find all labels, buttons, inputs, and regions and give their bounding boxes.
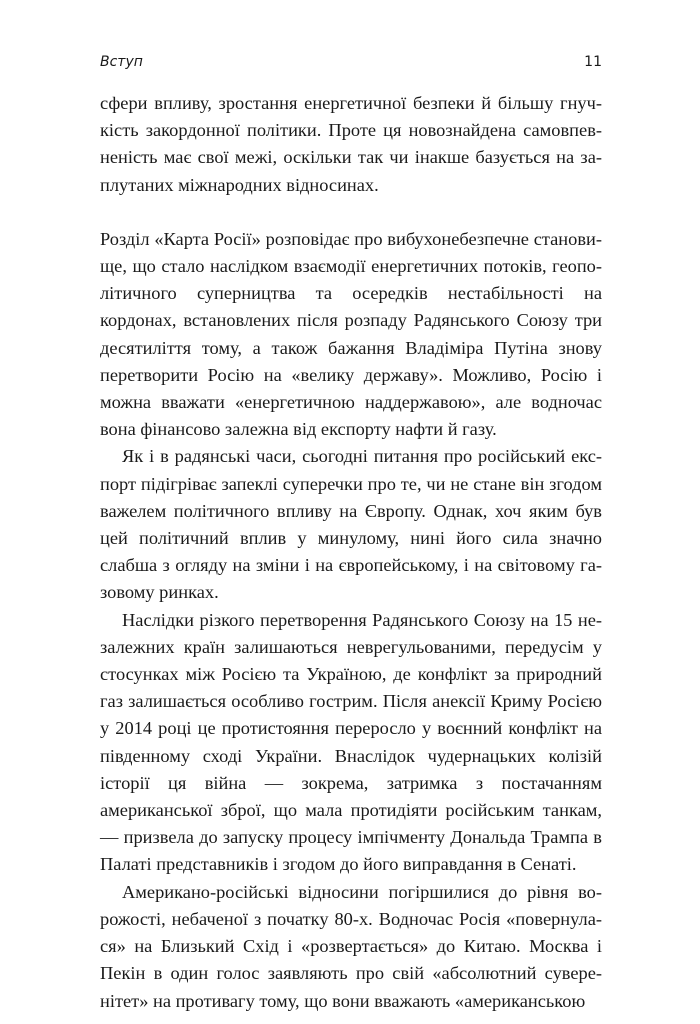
paragraph: Наслідки різкого перетворення Радянського Союзу на 15 незалежних країн залишаються неврегульованими, передусім у стосунках між Росією та Україною, де конфлікт за природний газ залишається особливо гострим. Після анексії Криму Росією у 2014 році це протистояння переросло у воєнний конфлікт на південному сході України. Внаслідок чудернацьких колізій історії ця війна — зокрема, затримка з постачанням американської зброї, що мала протидіяти російським танкам, — призвела до запуску процесу імпічменту Дональда Трампа в Палаті представників і згодом до його виправдання в Сенаті. [100, 609, 602, 875]
paragraph: Як і в радянські часи, сьогодні питання про російський експорт підігріває запеклі суперечки про те, чи не стане він згодом важелем політичного впливу на Європу. Однак, хоч яким був цей політичний вплив у минулому, нині його сила значно слабша з огляду на зміни і на європейському, і на світовому газовому ринках. [100, 446, 602, 603]
running-head: Вступ [100, 54, 143, 70]
page-header [100, 52, 602, 72]
body-text [100, 90, 602, 1015]
paragraph-continuation: сфери впливу, зростання енергетичної безпеки й більшу гнучкість закордонної політики. Проте ця новознайдена самовпевненість має свої межі, оскільки так чи інакше базується на заплутаних міжнародних відносинах. [100, 93, 602, 195]
paragraph-section-start: Розділ «Карта Росії» розповідає про вибухонебезпечне становище, що стало наслідком взаємодії енергетичних потоків, геополітичного суперництва та осередків нестабільності на кордонах, встановлених після розпаду Радянського Союзу три десятиліття тому, а також бажання Владіміра Путіна знову перетворити Росію на «велику державу». Можливо, Росію і можна вважати «енергетичною наддержавою», але водночас вона фінансово залежна від експорту нафти й газу. [100, 228, 602, 440]
paragraph: Американо-російські відносини погіршилися до рівня ворожості, небаченої з початку 80-х. Водночас Росія «повернулася» на Близький Схід і «розвертається» до Китаю. Москва і Пекін в один голос заявляють про свій «абсолютний суверенітет» на противагу тому, що вони вважають «американською [100, 881, 602, 1011]
page-number: 11 [584, 54, 602, 70]
